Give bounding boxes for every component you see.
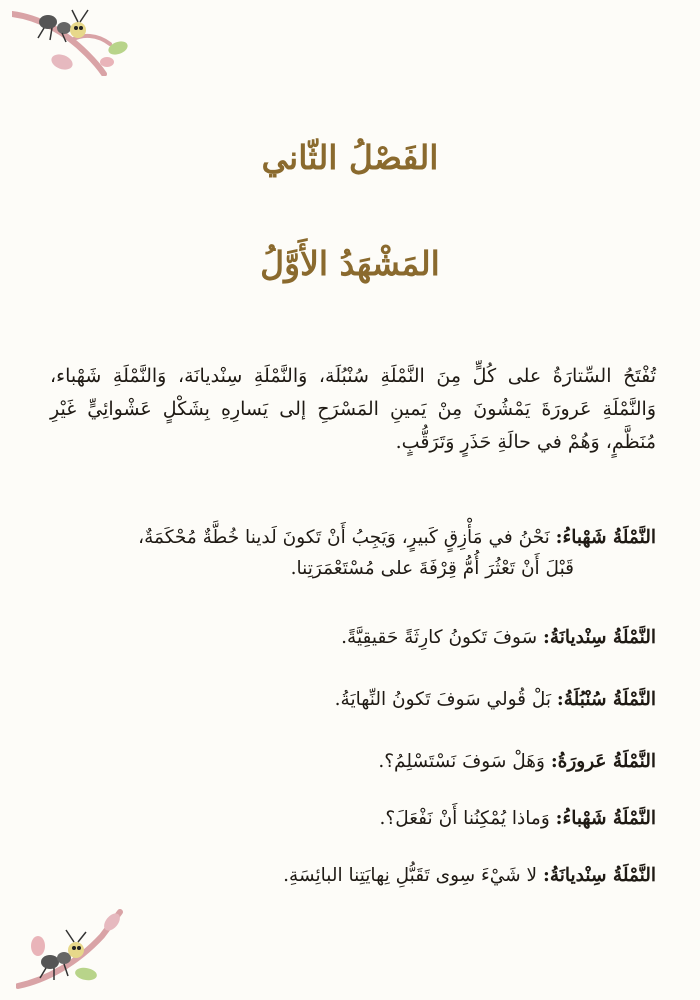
- ant-branch-illustration-bottom: [16, 906, 126, 990]
- dialogue-line: [50, 860, 656, 891]
- dialogue-text: وَهَلْ سَوفَ نَسْتَسْلِمُ؟.: [378, 751, 545, 772]
- dialogue-text: نَحْنُ في مَأْزِقٍ كَبيرٍ، وَيَجِبُ أَنْ تَكونَ لَدينا خُطَّةٌ مُحْكَمَةٌ،: [138, 527, 550, 548]
- scene-title: المَشْهَدُ الأَوَّلُ: [260, 244, 440, 283]
- stage-directions: تُفْتَحُ السِّتارَةُ على كُلٍّ مِنَ النَّمْلَةِ سُنْبُلَة، وَالنَّمْلَةِ سِنْديانَة، وَالنَّمْلَةِ شَهْباء، وَالنَّمْلَةِ عَرورَةَ يَمْشُونَ مِنْ يَمينِ المَسْرَحِ إلى يَسارِهِ بِشَكْلٍ عَشْوائِيٍّ غَيْرِ مُنَظَّمٍ، وَهُمْ في حالَةِ حَذَرٍ وَتَرَقُّبٍ.: [50, 365, 656, 453]
- dialogue-text: سَوفَ تَكونُ كارِثَةً حَقيقِيَّةً.: [341, 627, 538, 648]
- dialogue-continuation: قَبْلَ أَنْ تَعْثُرَ أُمُّ قِرْفَةَ على مُسْتَعْمَرَتِنا.: [290, 558, 574, 579]
- dialogue-line: [50, 622, 656, 653]
- speaker-name: النَّمْلَةُ شَهْباءُ:: [555, 808, 656, 829]
- speaker-name: النَّمْلَةُ عَرورَةُ:: [550, 751, 656, 772]
- ant-branch-illustration-top: [12, 4, 130, 76]
- dialogue-text: وَماذا يُمْكِنُنا أَنْ نَفْعَلَ؟.: [379, 808, 550, 829]
- speaker-name: النَّمْلَةُ سِنْديانَةُ:: [542, 627, 656, 648]
- speaker-name: النَّمْلَةُ سُنْبُلَةُ:: [556, 689, 656, 710]
- dialogue-line: [50, 522, 656, 584]
- dialogue-text: بَلْ قُولي سَوفَ تَكونُ النِّهايَةُ.: [334, 689, 552, 710]
- chapter-title: الفَصْلُ الثّاني: [261, 138, 439, 177]
- speaker-name: النَّمْلَةُ شَهْباءُ:: [555, 527, 656, 548]
- dialogue-text: لا شَيْءَ سِوى تَقَبُّلِ نِهايَتِنا البائِسَةِ.: [283, 865, 538, 886]
- dialogue-line: [50, 803, 656, 834]
- dialogue-line: [50, 746, 656, 777]
- speaker-name: النَّمْلَةُ سِنْديانَةُ:: [542, 865, 656, 886]
- dialogue-line: [50, 684, 656, 715]
